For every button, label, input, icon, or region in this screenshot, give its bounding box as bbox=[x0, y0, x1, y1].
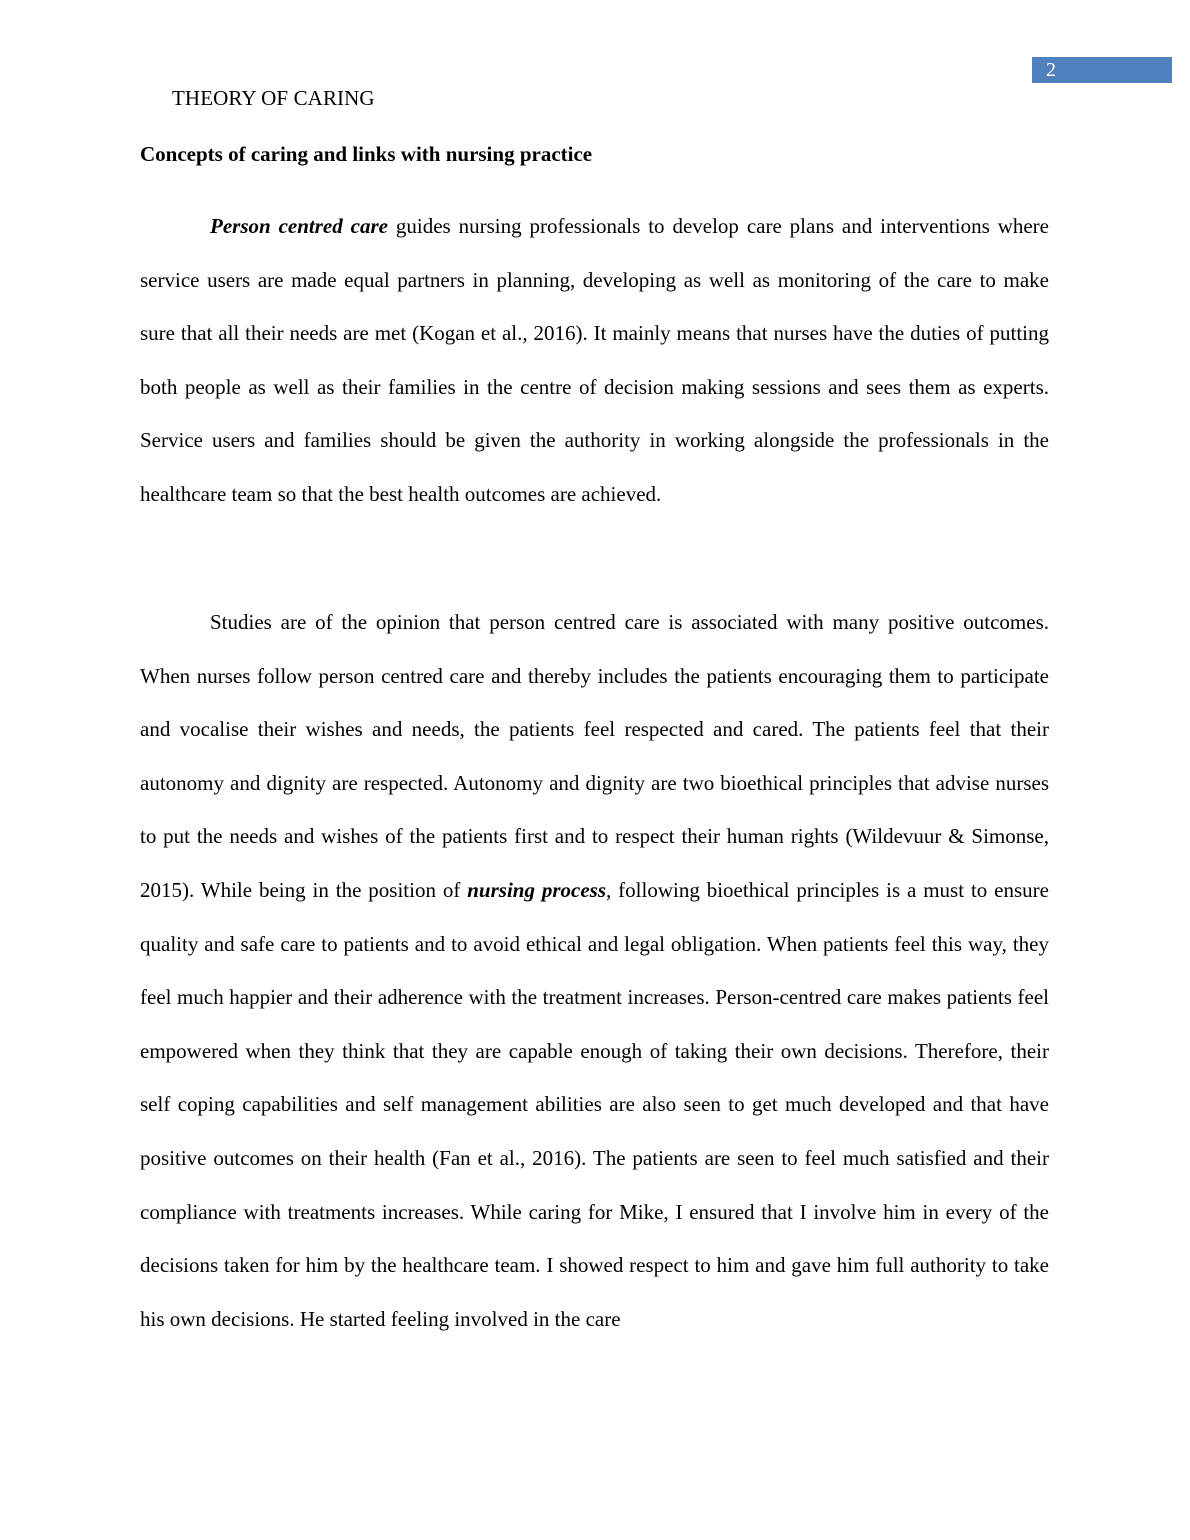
paragraph-2-text-after: , following bioethical principles is a must to ensure quality and safe care to patients and to avoid ethical and legal obligation. When patients feel this way, they feel much happier and their adherence with the treatment increases. Person-centred care makes patients feel empowered when they think that they are capable enough of taking their own decisions. Therefore, their self coping capabilities and self management abilities are also seen to get much developed and that have positive outcomes on their health (Fan et al., 2016). The patients are seen to feel much satisfied and their compliance with treatments increases. While caring for Mike, I ensured that I involve him in every of the decisions taken for him by the healthcare team. I showed respect to him and gave him full authority to take his own decisions. He started feeling involved in the care bbox=[140, 877, 1049, 1331]
running-head: THEORY OF CARING bbox=[172, 86, 375, 110]
paragraph-person-centred-care bbox=[140, 200, 1049, 522]
emphasis-nursing-process: nursing process bbox=[467, 877, 607, 902]
paragraph-1-text: guides nursing professionals to develop care plans and interventions where service users are made equal partners in planning, developing as well as monitoring of the care to make sure that all their needs are met (Kogan et al., 2016). It mainly means that nurses have the duties of putting both people as well as their families in the centre of decision making sessions and sees them as experts. Service users and families should be given the authority in working alongside the professionals in the healthcare team so that the best health outcomes are achieved. bbox=[140, 214, 1049, 506]
page-number bbox=[1032, 57, 1172, 83]
paragraph-2-text-before: Studies are of the opinion that person centred care is associated with many positive outcomes. When nurses follow person centred care and thereby includes the patients encouraging them to participate and vocalise their wishes and needs, the patients feel respected and cared. The patients feel that their autonomy and dignity are respected. Autonomy and dignity are two bioethical principles that advise nurses to put the needs and wishes of the patients first and to respect their human rights (Wildevuur & Simonse, 2015). While being in the position of bbox=[140, 610, 1049, 902]
page-number-text: 2 bbox=[1046, 59, 1056, 81]
emphasis-person-centred-care: Person centred care bbox=[210, 214, 388, 238]
section-heading: Concepts of caring and links with nursing practice bbox=[140, 142, 593, 166]
paragraph-positive-outcomes bbox=[140, 596, 1049, 1346]
